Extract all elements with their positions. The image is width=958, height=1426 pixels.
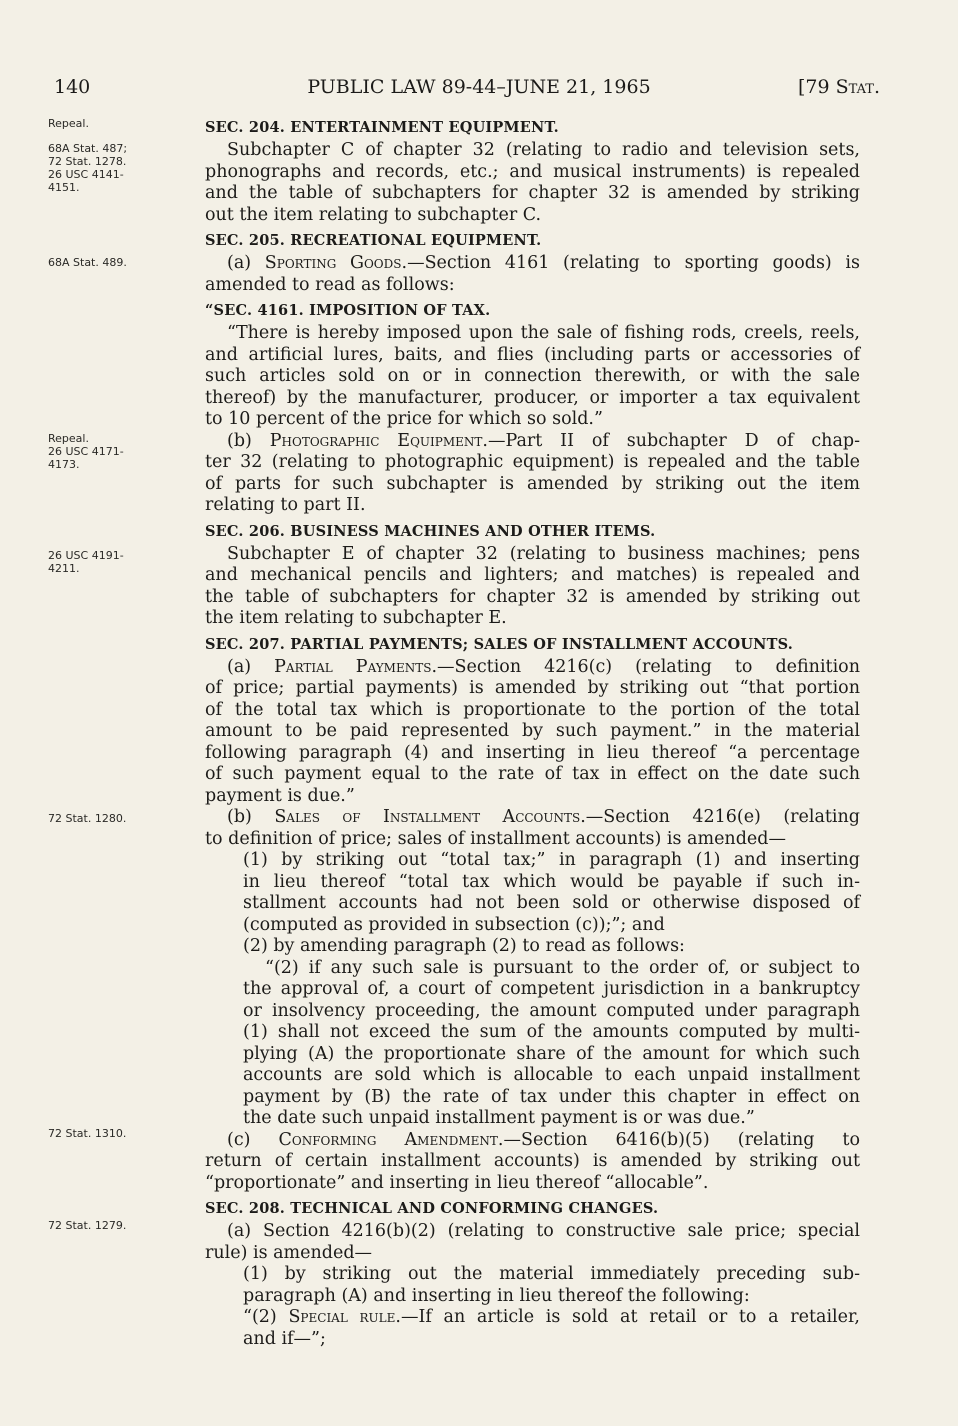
subsection-heading: Sporting Goods. — [264, 253, 408, 273]
text-line: amended to read as follows: — [205, 274, 455, 295]
page-number: 140 — [54, 76, 91, 98]
text-line: to 10 percent of the price for which so sold.” — [205, 409, 603, 429]
text-line: payment is due.” — [205, 785, 355, 806]
text-line: (computed as provided in subsection (c));”; and — [243, 914, 665, 935]
subsection-heading: Partial Payments. — [274, 656, 438, 677]
text-line: paragraph (A) and inserting in lieu thereof the following: — [243, 1285, 750, 1306]
text-line: ter 32 (relating to photographic equipment) is repealed and the table — [205, 452, 860, 472]
subsection-label: (c) — [227, 1129, 279, 1150]
statute-text — [205, 117, 860, 1350]
text-line: of parts for such subchapter is amended by striking out the item — [205, 473, 860, 494]
text-segment: —Section 4216(e) (relating — [585, 807, 860, 827]
text-line: in lieu thereof “total tax which would be payable if such in- — [243, 871, 860, 892]
margin-note: 72 Stat. 1278. — [48, 155, 127, 168]
text-line: and if—”; — [243, 1328, 326, 1349]
text-line — [205, 807, 860, 829]
text-line: phonographs and records, etc.; and musical instruments) is repealed — [205, 161, 860, 182]
text-line: relating to part II. — [205, 495, 366, 515]
margin-note: 68A Stat. 487; — [48, 142, 128, 155]
text-line: (1) by striking out the material immediately preceding sub- — [243, 1264, 860, 1284]
text-line: (a) Section 4216(b)(2) (relating to constructive sale price; special — [227, 1221, 860, 1241]
text-line — [205, 657, 860, 679]
subsection-label: (a) — [227, 253, 265, 273]
text-line: the table of subchapters for chapter 32 is amended by striking out — [205, 586, 860, 607]
section-heading: SEC. 207. PARTIAL PAYMENTS; SALES OF INSTALLMENT ACCOUNTS. — [205, 635, 794, 653]
margin-note: 26 USC 4171- — [48, 445, 124, 458]
section-heading: SEC. 208. TECHNICAL AND CONFORMING CHANGES. — [205, 1200, 659, 1217]
text-line: of the total tax which is proportionate to the portion of the total — [205, 699, 860, 720]
margin-note: Repeal. — [48, 432, 89, 445]
text-line: (1) shall not exceed the sum of the amounts computed by multi- — [243, 1022, 860, 1042]
margin-note: 72 Stat. 1310. — [48, 1127, 127, 1140]
text-line: and the table of subchapters for chapter 32 is amended by striking — [205, 183, 860, 203]
text-line: out the item relating to subchapter C. — [205, 204, 542, 225]
text-line: and artificial lures, baits, and flies (including parts or accessories of — [205, 344, 860, 365]
text-line: accounts are sold which is allocable to each unpaid installment — [243, 1065, 860, 1085]
subsection-label: (a) — [227, 656, 275, 677]
section-heading: “SEC. 4161. IMPOSITION OF TAX. — [205, 302, 491, 319]
text-segment: —Section 4216(c) (relating to definition — [437, 656, 860, 677]
section-heading: SEC. 204. ENTERTAINMENT EQUIPMENT. — [205, 119, 559, 136]
text-line: return of certain installment accounts) is amended by striking out — [205, 1151, 860, 1171]
margin-note: 72 Stat. 1279. — [48, 1219, 127, 1232]
text-line: stallment accounts had not been sold or otherwise disposed of — [243, 893, 860, 913]
margin-note: 4211. — [48, 562, 80, 575]
volume-reference: [79 Stat. — [798, 76, 880, 98]
text-line: or insolvency proceeding, the amount computed under paragraph — [243, 1000, 860, 1021]
text-line: amount to be paid represented by such payment.” in the material — [205, 721, 860, 741]
text-line: plying (A) the proportionate share of the amount for which such — [243, 1043, 860, 1064]
margin-note: 4151. — [48, 181, 80, 194]
subsection-heading: Sales of Installment Accounts. — [274, 807, 586, 827]
text-segment: —If an article is sold at retail or to a retailer, — [400, 1307, 860, 1327]
text-line: thereof) by the manufacturer, producer, or importer a tax equivalent — [205, 387, 860, 408]
subsection-heading: Special rule. — [288, 1307, 401, 1327]
margin-note: 26 USC 4141- — [48, 168, 124, 181]
text-line: “proportionate” and inserting in lieu thereof “allocable”. — [205, 1172, 709, 1193]
text-line: such articles sold on or in connection therewith, or with the sale — [205, 366, 860, 386]
margin-note: Repeal. — [48, 117, 89, 130]
text-line: Subchapter C of chapter 32 (relating to radio and television sets, — [227, 140, 860, 160]
subsection-heading: Photographic Equipment. — [269, 430, 488, 451]
subsection-label: (b) — [227, 807, 275, 827]
section-heading: SEC. 206. BUSINESS MACHINES AND OTHER ITEMS. — [205, 522, 656, 540]
text-line: the date such unpaid installment payment is or was due.” — [243, 1108, 755, 1128]
section-heading: SEC. 205. RECREATIONAL EQUIPMENT. — [205, 232, 542, 249]
text-line: the item relating to subchapter E. — [205, 608, 507, 628]
text-segment: —Section 6416(b)(5) (relating to — [503, 1129, 860, 1150]
margin-note: 72 Stat. 1280. — [48, 812, 127, 825]
page-header — [0, 76, 958, 102]
subsection-label: (b) — [227, 430, 270, 451]
text-line — [205, 1130, 860, 1152]
text-line: (1) by striking out “total tax;” in paragraph (1) and inserting — [243, 850, 860, 870]
text-line: of such payment equal to the rate of tax in effect on the date such — [205, 764, 860, 784]
text-line: “There is hereby imposed upon the sale of fishing rods, creels, reels, — [227, 323, 860, 343]
subsection-label: “(2) — [243, 1307, 289, 1327]
text-line: (2) by amending paragraph (2) to read as follows: — [243, 936, 685, 956]
text-line: and mechanical pencils and lighters; and matches) is repealed and — [205, 565, 860, 585]
text-line: to definition of price; sales of installment accounts) is amended— — [205, 828, 786, 849]
text-line — [205, 253, 860, 275]
text-line: following paragraph (4) and inserting in lieu thereof “a percentage — [205, 742, 860, 763]
margin-note: 4173. — [48, 458, 80, 471]
text-line: payment by (B) the rate of tax under this chapter in effect on — [243, 1086, 860, 1107]
text-segment: —Part II of subchapter D of chap- — [487, 430, 861, 451]
text-line: Subchapter E of chapter 32 (relating to business machines; pens — [227, 543, 860, 564]
text-segment: —Section 4161 (relating to sporting goods) is — [407, 253, 861, 273]
margin-note: 26 USC 4191- — [48, 549, 124, 562]
margin-note: 68A Stat. 489. — [48, 256, 127, 269]
subsection-heading: Conforming Amendment. — [278, 1129, 504, 1150]
text-line — [205, 1307, 860, 1329]
text-line: of price; partial payments) is amended by striking out “that portion — [205, 678, 860, 698]
text-line — [205, 431, 860, 453]
running-title: PUBLIC LAW 89-44–JUNE 21, 1965 — [307, 76, 651, 98]
text-line: rule) is amended— — [205, 1242, 373, 1263]
text-line: the approval of, a court of competent jurisdiction in a bankruptcy — [243, 979, 860, 999]
text-line: “(2) if any such sale is pursuant to the order of, or subject to — [265, 957, 860, 978]
